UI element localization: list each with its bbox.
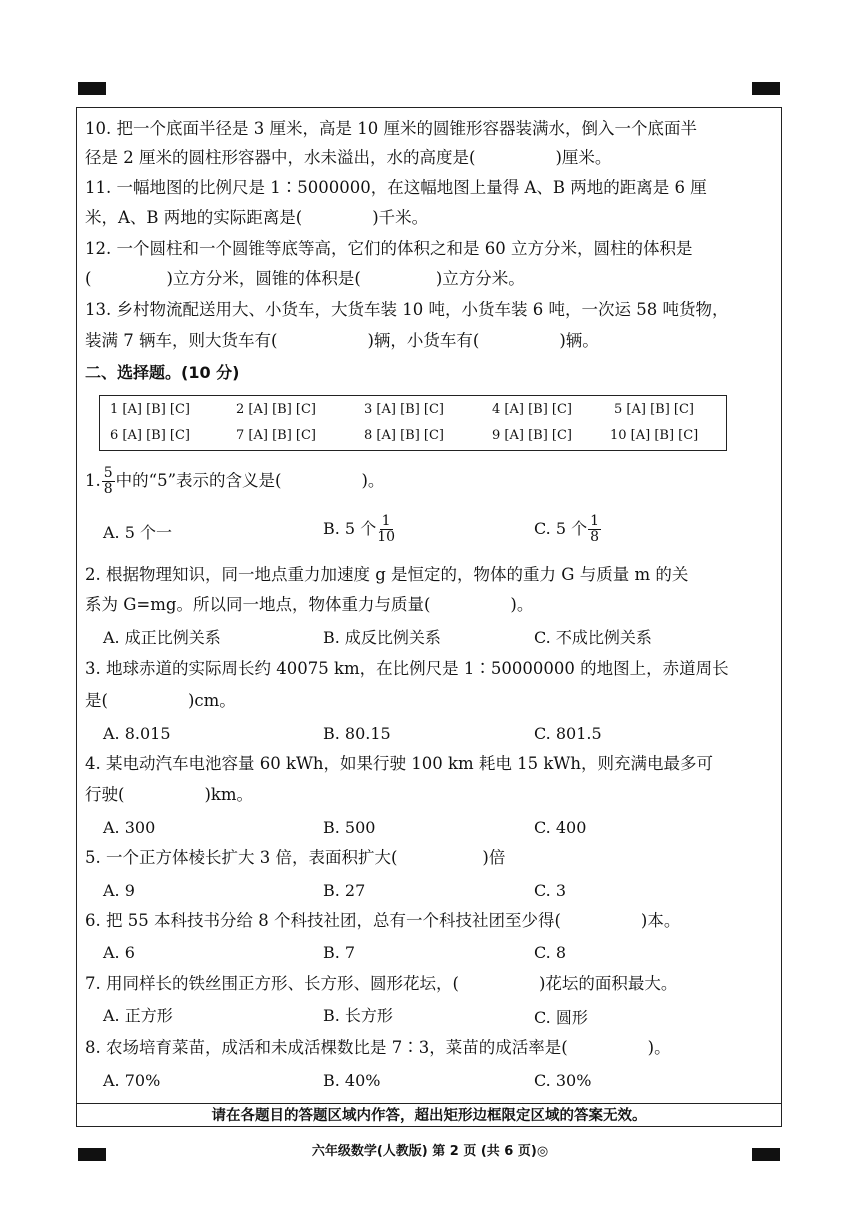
answer-bubble-q6[interactable]: 6 [A] [B] [C] [110,428,190,443]
q13-line1: 13. 乡村物流配送用大、小货车，大货车装 10 吨，小货车装 6 吨，一次运 58 吨货物， [85,300,729,319]
c2-option-b[interactable]: B. 成反比例关系 [323,628,441,647]
c1-option-c[interactable]: C. 5 个 $\frac{1}{8}$ [534,513,600,545]
c1-option-a[interactable]: A. 5 个一 [103,523,172,542]
c2-line1: 2. 根据物理知识，同一地点重力加速度 g 是恒定的，物体的重力 G 与质量 m 的关 [85,565,689,584]
c4-option-c[interactable]: C. 400 [534,818,587,837]
c2-line2: 系为 G=mg。所以同一地点，物体重力与质量( )。 [85,595,534,614]
answer-bubble-q2[interactable]: 2 [A] [B] [C] [236,402,316,417]
c5-option-c[interactable]: C. 3 [534,881,567,900]
c5-option-b[interactable]: B. 27 [323,881,366,900]
c8-line1: 8. 农场培育菜苗，成活和未成活棵数比是 7∶3，菜苗的成活率是( )。 [85,1038,671,1057]
c5-line1: 5. 一个正方体棱长扩大 3 倍，表面积扩大( )倍 [85,848,506,867]
answer-bubble-grid [99,395,727,451]
registration-mark-top-left [78,82,106,95]
answer-bubble-q1[interactable]: 1 [A] [B] [C] [110,402,190,417]
answer-bubble-q5[interactable]: 5 [A] [B] [C] [614,402,694,417]
c4-line2: 行驶( )km。 [85,785,254,804]
c7-line1: 7. 用同样长的铁丝围正方形、长方形、圆形花坛，( )花坛的面积最大。 [85,974,678,993]
c1-question: 1. $\frac{5}{8}$ 中的“5”表示的含义是( )。 [85,465,385,497]
q13-line2: 装满 7 辆车，则大货车有( )辆，小货车有( )辆。 [85,331,599,350]
c4-line1: 4. 某电动汽车电池容量 60 kWh，如果行驶 100 km 耗电 15 kWh，则充满电最多可 [85,754,713,773]
c6-option-b[interactable]: B. 7 [323,943,356,962]
answer-bubble-q7[interactable]: 7 [A] [B] [C] [236,428,316,443]
q11-line2: 米，A、B 两地的实际距离是( )千米。 [85,208,429,227]
c6-option-a[interactable]: A. 6 [103,943,135,962]
q11-line1: 11. 一幅地图的比例尺是 1∶5000000，在这幅地图上量得 A、B 两地的距离是 6 厘 [85,178,707,197]
q10-line1: 10. 把一个底面半径是 3 厘米，高是 10 厘米的圆锥形容器装满水，倒入一个底面半 [85,119,697,138]
answer-area-notice: 请在各题目的答题区域内作答，超出矩形边框限定区域的答案无效。 [76,1103,782,1127]
c7-option-a[interactable]: A. 正方形 [103,1006,173,1025]
c3-option-b[interactable]: B. 80.15 [323,724,391,743]
q12-line1: 12. 一个圆柱和一个圆锥等底等高，它们的体积之和是 60 立方分米，圆柱的体积是 [85,239,693,258]
c6-option-c[interactable]: C. 8 [534,943,567,962]
answer-bubble-q9[interactable]: 9 [A] [B] [C] [492,428,572,443]
q12-line2: ( )立方分米，圆锥的体积是( )立方分米。 [85,269,525,288]
fraction-5-8: $\frac{5}{8}$ [103,465,113,497]
answer-bubble-q8[interactable]: 8 [A] [B] [C] [364,428,444,443]
c4-option-a[interactable]: A. 300 [103,818,156,837]
c8-option-c[interactable]: C. 30% [534,1071,592,1090]
c8-option-a[interactable]: A. 70% [103,1071,161,1090]
q10-line2: 径是 2 厘米的圆柱形容器中，水未溢出，水的高度是( )厘米。 [85,148,612,167]
section-header-choice: 二、选择题。(10 分) [85,363,240,382]
c3-line1: 3. 地球赤道的实际周长约 40075 km，在比例尺是 1∶50000000 的地图上，赤道周长 [85,659,729,678]
answer-bubble-q4[interactable]: 4 [A] [B] [C] [492,402,572,417]
c2-option-c[interactable]: C. 不成比例关系 [534,628,652,647]
c3-option-c[interactable]: C. 801.5 [534,724,602,743]
c5-option-a[interactable]: A. 9 [103,881,135,900]
c2-option-a[interactable]: A. 成正比例关系 [103,628,221,647]
c6-line1: 6. 把 55 本科技书分给 8 个科技社团，总有一个科技社团至少得( )本。 [85,911,681,930]
c3-line2: 是( )cm。 [85,691,236,710]
page-footer: 六年级数学(人教版) 第 2 页 (共 6 页)◎ [311,1144,549,1159]
c4-option-b[interactable]: B. 500 [323,818,376,837]
registration-mark-top-right [752,82,780,95]
c7-option-b[interactable]: B. 长方形 [323,1006,393,1025]
answer-bubble-q3[interactable]: 3 [A] [B] [C] [364,402,444,417]
answer-bubble-q10[interactable]: 10 [A] [B] [C] [610,428,699,443]
c3-option-a[interactable]: A. 8.015 [103,724,171,743]
c8-option-b[interactable]: B. 40% [323,1071,381,1090]
c7-option-c[interactable]: C. 圆形 [534,1008,588,1027]
c1-option-b[interactable]: B. 5 个 $\frac{1}{10}$ [323,513,396,545]
